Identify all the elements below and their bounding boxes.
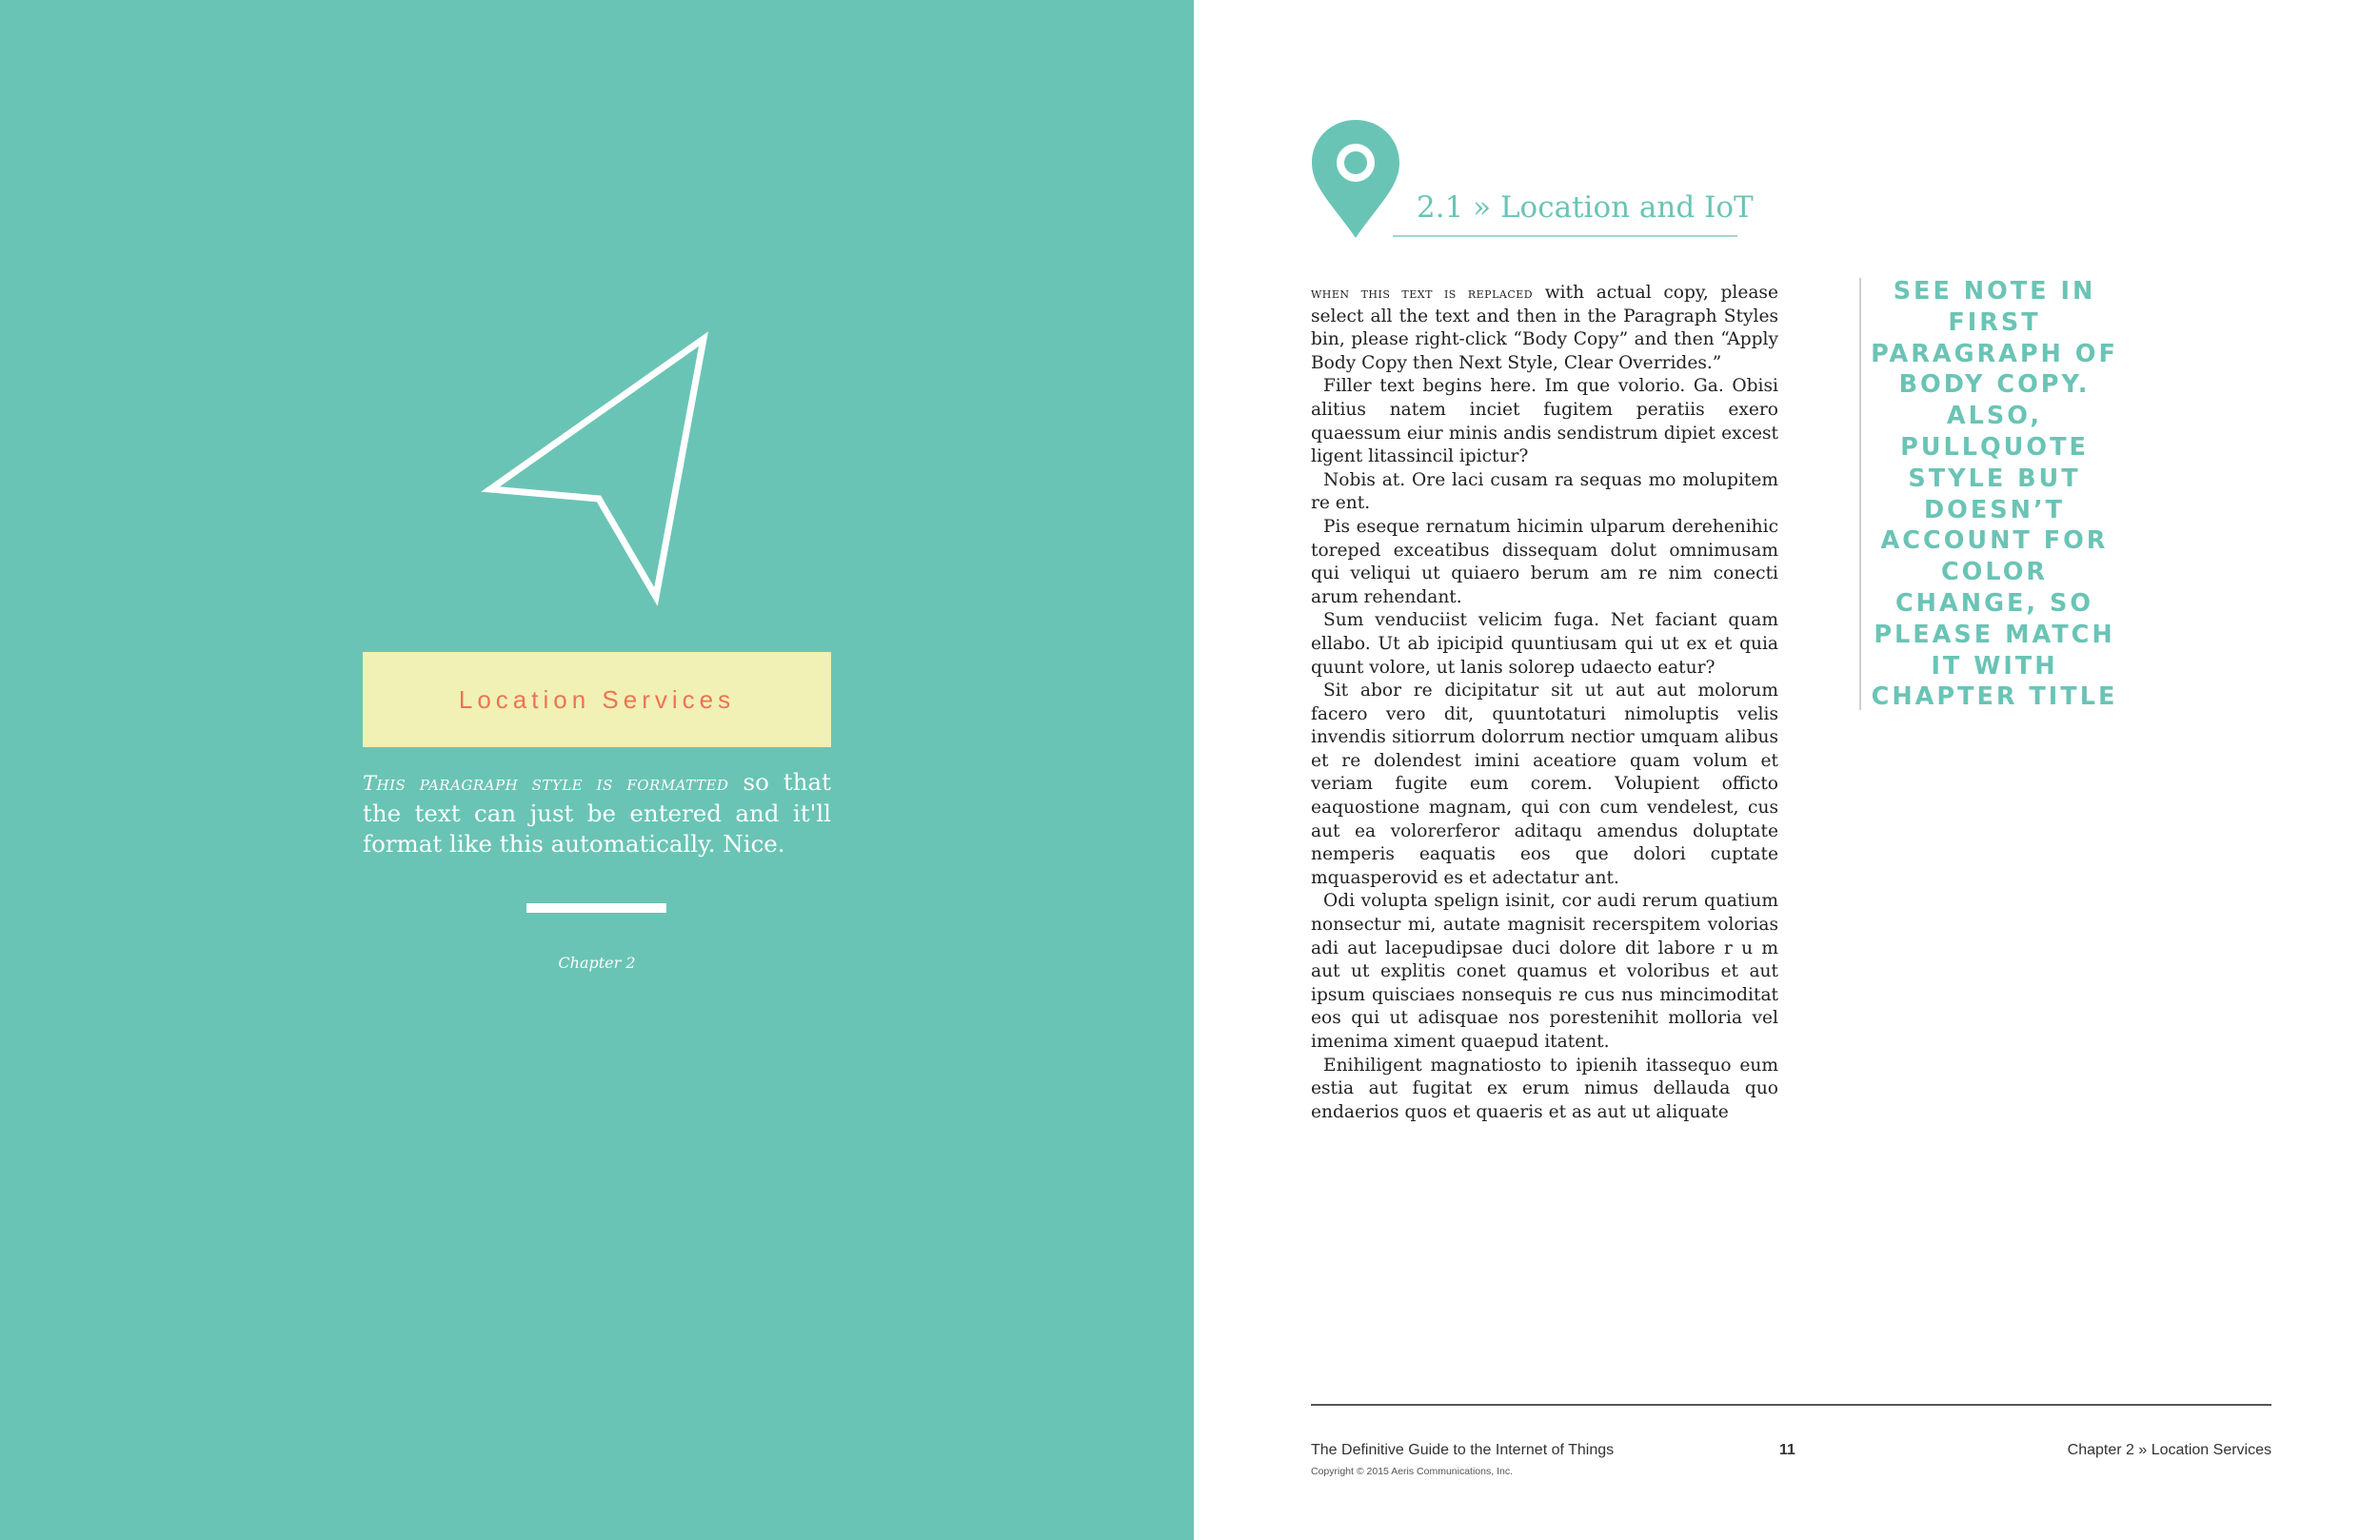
chapter-intro — [363, 767, 831, 859]
footer-chapter: Chapter 2 » Location Services — [2067, 1442, 2271, 1458]
body-paragraph: Enihiligent magnatiosto to ipienih itassequo eum estia aut fugitat ex erum nimus dellauda quo endaerios quos et quaeris et as aut ut aliquate — [1311, 1055, 1778, 1122]
divider-bar — [526, 903, 666, 913]
body-copy — [1311, 282, 1778, 1124]
footer-copyright: Copyright © 2015 Aeris Communications, Inc. — [1311, 1466, 1513, 1477]
chapter-title-box — [363, 652, 831, 747]
page-number: 11 — [1779, 1442, 1795, 1458]
body-paragraph: Pis eseque rernatum hicimin ulparum derehenihic toreped exceatibus dissequam dolut omnimusam qui veliqui ut quiaero berum am re nim conecti arum rehendant. — [1311, 516, 1778, 607]
pullquote: SEE NOTE IN FIRST PARAGRAPH OF BODY COPY. ALSO, PULLQUOTE STYLE BUT DOESN’T ACCOUNT FOR COLOR CHANGE, SO PLEASE MATCH IT WITH CHAPTER TITLE — [1871, 277, 2118, 712]
location-pin-icon — [1309, 117, 1402, 241]
chapter-label: Chapter 2 — [558, 954, 636, 972]
body-paragraph: Odi volupta spelign isinit, cor audi rerum quatium nonsectur mi, autate magnisit recerspitem volorias adi aut lacepudipsae duci dolore dit labore r u m aut ut explitis conet quamus et voloribus et aut ipsum quisciaes nonsequis re cus nus mincimoditat eos qui ut adisquae nos porestenihit molloria vel imenima ximent quaepud itatent. — [1311, 891, 1778, 1052]
body-lead: when this text is replaced — [1311, 285, 1534, 302]
body-paragraph: Sit abor re dicipitatur sit ut aut aut molorum facero vero dit, quuntotaturi nimoluptis velis invendis sitiorrum dolorrum nectior umquam alibus et re dolendest imini aceatiore quam volum et veriam fugite eum corem. Volupient officto eaquostione magnam, qui con cum vendelest, cus aut ea volorerferor aditaqu amendus doluptate nemperis eaquatis eos que dolori cuptate mquasperovid es et adectatur ant. — [1311, 681, 1778, 888]
footer-book-title: The Definitive Guide to the Internet of Things — [1311, 1442, 1615, 1458]
navigation-arrow-icon — [0, 0, 1194, 666]
body-paragraph: Sum venduciist velicim fuga. Net faciant quam ellabo. Ut ab ipicipid quuntiusam qui ut ex et quia quunt volore, ut lanis solorep udaecto eatur? — [1311, 610, 1778, 678]
body-paragraph: Nobis at. Ore laci cusam ra sequas mo molupitem re ent. — [1311, 469, 1778, 514]
chapter-title: Location Services — [458, 684, 736, 714]
body-text: with actual copy, please select all the text and then in the Paragraph Styles bin, please right-click “Body Copy” and then “Apply Body Copy then Next Style, Clear Overrides.” — [1311, 283, 1778, 373]
section-title-underline — [1393, 235, 1737, 237]
footer-rule — [1311, 1404, 2271, 1406]
pullquote-rule — [1859, 278, 1861, 710]
intro-text: so that the text can just be entered and it'll format like this automatically. Nice. — [363, 768, 831, 858]
section-title: 2.1 » Location and IoT — [1417, 190, 1754, 225]
body-paragraph: Filler text begins here. Im que volorio. Ga. Obisi alitius natem inciet fugitem peratiis exero quaessum eiur minis andis sendistrum dipiet excest ligent litassincil ipictur? — [1311, 376, 1778, 467]
intro-lead: This paragraph style is formatted — [363, 772, 729, 795]
body-paragraph — [1311, 282, 1778, 375]
